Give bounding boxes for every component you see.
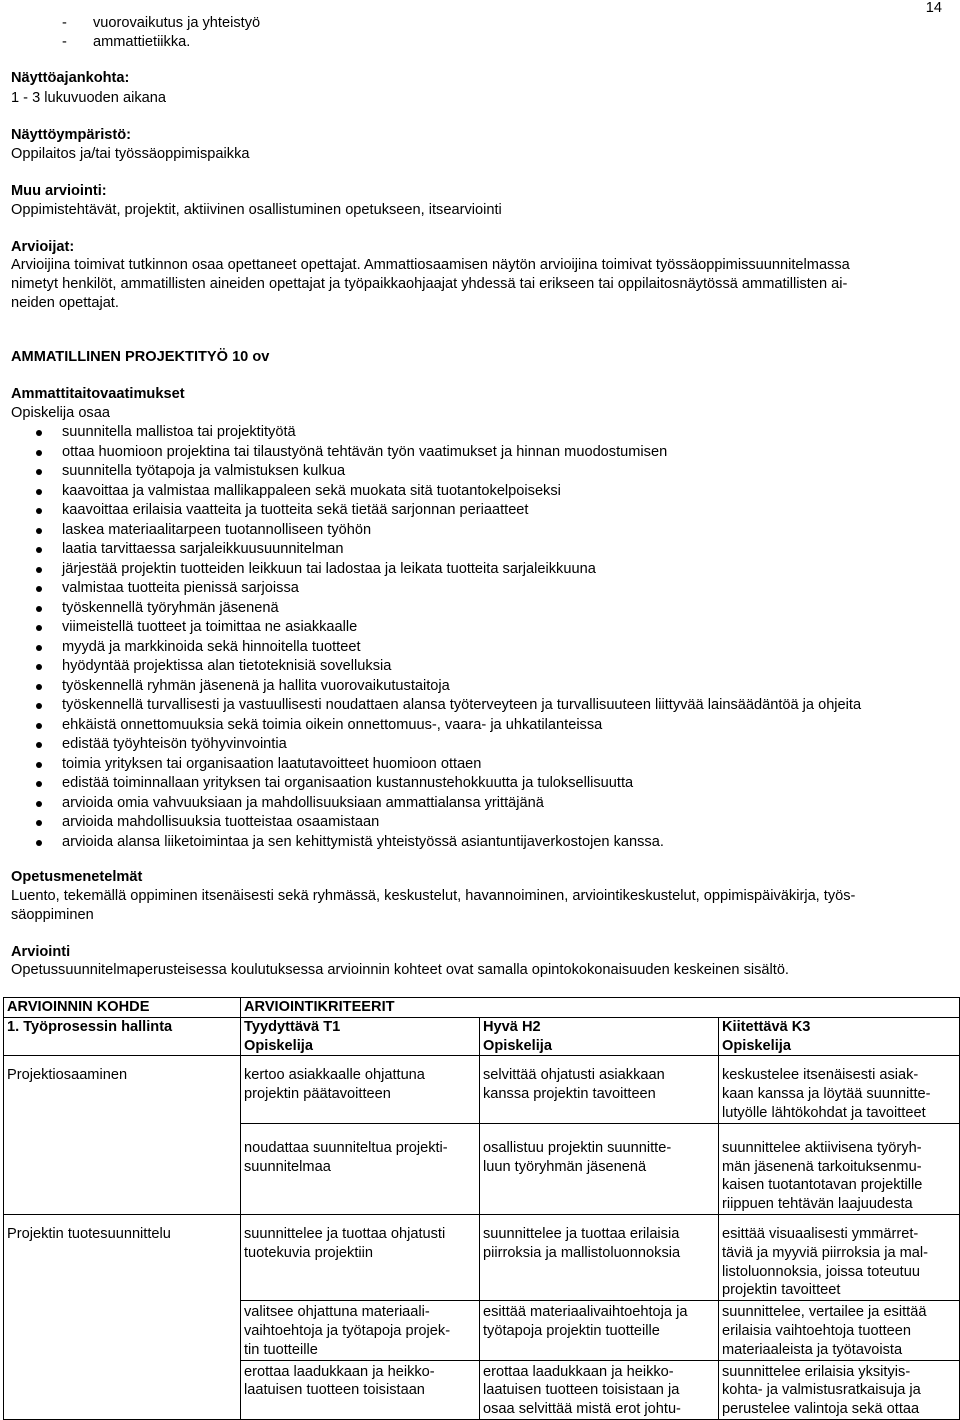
section-text: Oppilaitos ja/tai työssäoppimispaikka — [11, 146, 250, 162]
list-item: kaavoittaa ja valmistaa mallikappaleen sekä muokata sitä tuotantokelpoiseksi — [0, 482, 861, 502]
table-cell: erottaa laadukkaan ja heikko- laatuisen tuotteen toisistaan — [241, 1360, 480, 1419]
arvioijat-line: nimetyt henkilöt, ammatillisten aineiden opettajat ja työpaikkaohjaajat yhdessä tai erikseen tai oppilaitosnäytössä ammatillisten ai- — [11, 276, 848, 292]
table-cell: kertoo asiakkaalle ohjattuna projektin päätavoitteen — [241, 1056, 480, 1123]
list-item: hyödyntää projektissa alan tietoteknisiä sovelluksia — [0, 657, 861, 677]
list-item: työskennellä työryhmän jäsenenä — [0, 599, 861, 619]
section-heading: Näyttöympäristö: — [11, 127, 132, 143]
table-target — [4, 1123, 241, 1214]
dash-list-item: - ammattietiikka. — [62, 34, 191, 50]
table-cell: esittää materiaalivaihtoehtoja ja työtapoja projektin tuotteille — [480, 1301, 719, 1360]
table-cell: valitsee ohjattuna materiaali- vaihtoehtoja ja työtapoja projek- tin tuotteille — [241, 1301, 480, 1360]
list-item: arvioida mahdollisuuksia tuotteistaa osaamistaan — [0, 813, 861, 833]
list-item: suunnitella työtapoja ja valmistuksen kulkua — [0, 462, 861, 482]
section-heading: Muu arviointi: — [11, 183, 107, 199]
section-text: Oppimistehtävät, projektit, aktiivinen osallistuminen opetukseen, itsearviointi — [11, 202, 502, 218]
grade-header: Tyydyttävä T1 Opiskelija — [241, 1017, 480, 1056]
table-cell: selvittää ohjatusti asiakkaan kanssa projektin tavoitteen — [480, 1056, 719, 1123]
page-number: 14 — [925, 0, 942, 16]
arvioijat-line: neiden opettajat. — [11, 295, 119, 311]
assessment-table — [3, 997, 960, 1420]
list-item: viimeistellä tuotteet ja toimittaa ne asiakkaalle — [0, 618, 861, 638]
table-target: Projektin tuotesuunnittelu — [4, 1214, 241, 1300]
table-cell: suunnittelee erilaisia yksityis- kohta- ja valmistusratkaisuja ja perustelee valintoja sekä ottaa — [719, 1360, 960, 1419]
table-cell: suunnittelee ja tuottaa ohjatusti tuotekuvia projektiin — [241, 1214, 480, 1300]
grade-header: Hyvä H2 Opiskelija — [480, 1017, 719, 1056]
table-header-target: ARVIOINNIN KOHDE — [4, 998, 241, 1018]
dash-list-item: - vuorovaikutus ja yhteistyö — [62, 15, 261, 31]
list-item: järjestää projektin tuotteiden leikkuun tai ladostaa ja leikata tuotteita sarjaleikkuuna — [0, 560, 861, 580]
list-item: arvioida alansa liiketoimintaa ja sen kehittymistä yhteistyössä asiantuntijaverkostojen kanssa. — [0, 833, 861, 853]
assessment-text: Opetussuunnitelmaperusteisessa koulutuksessa arvioinnin kohteet ovat samalla opintokokonaisuuden keskeinen sisältö. — [11, 962, 789, 978]
arvioijat-line: Arvioijina toimivat tutkinnon osaa opettaneet opettajat. Ammattiosaamisen näytön arvioijina toimivat työssäoppimissuunnitelmassa — [11, 257, 850, 273]
list-item: kaavoittaa erilaisia vaatteita ja tuotteita sekä tietää sarjonnan periaatteet — [0, 501, 861, 521]
list-item: arvioida omia vahvuuksiaan ja mahdollisuuksiaan ammattialansa yrittäjänä — [0, 794, 861, 814]
section-text: 1 - 3 lukuvuoden aikana — [11, 90, 166, 106]
methods-line: Luento, tekemällä oppiminen itsenäisesti sekä ryhmässä, keskustelut, havannoiminen, arviointikeskustelut, oppimispäiväkirja, työs- — [11, 888, 856, 904]
table-cell: erottaa laadukkaan ja heikko- laatuisen tuotteen toisistaan ja osaa selvittää mistä erot johtu- — [480, 1360, 719, 1419]
methods-heading: Opetusmenetelmät — [11, 869, 143, 885]
table-row — [4, 1017, 960, 1056]
module-title: AMMATILLINEN PROJEKTITYÖ 10 ov — [11, 349, 270, 365]
table-row — [4, 1123, 960, 1214]
table-row — [4, 1214, 960, 1300]
table-section: 1. Työprosessin hallinta — [4, 1017, 241, 1056]
requirements-intro: Opiskelija osaa — [11, 405, 110, 421]
table-header-row — [4, 998, 960, 1018]
list-item: laatia tarvittaessa sarjaleikkuusuunnitelman — [0, 540, 861, 560]
arvioijat-heading: Arvioijat: — [11, 239, 75, 255]
table-cell: suunnittelee, vertailee ja esittää erilaisia vaihtoehtoja tuotteen materiaaleista ja työtavoista — [719, 1301, 960, 1360]
list-item: työskennellä turvallisesti ja vastuullisesti noudattaen alansa työterveyteen ja turvallisuuteen liittyvää lainsäädäntöä ja ohjeita — [0, 696, 861, 716]
table-cell: noudattaa suunniteltua projekti- suunnitelmaa — [241, 1123, 480, 1214]
table-cell: suunnittelee aktiivisena työryh- män jäsenenä tarkoituksenmu- kaisen tuotantotavan projektille riippuen tehtävän laajuudesta — [719, 1123, 960, 1214]
list-item: edistää työyhteisön työhyvinvointia — [0, 735, 861, 755]
table-row — [4, 1056, 960, 1123]
table-target: Projektiosaaminen — [4, 1056, 241, 1123]
table-target — [4, 1360, 241, 1419]
grade-header: Kiitettävä K3 Opiskelija — [719, 1017, 960, 1056]
list-item: ehkäistä onnettomuuksia sekä toimia oikein onnettomuus-, vaara- ja uhkatilanteissa — [0, 716, 861, 736]
table-cell: osallistuu projektin suunnitte- luun työryhmän jäsenenä — [480, 1123, 719, 1214]
section-heading: Näyttöajankohta: — [11, 70, 130, 86]
table-cell: esittää visuaalisesti ymmärret- täviä ja myyviä piirroksia ja mal- listoluonnoksia, joissa toteutuu projektin tavoitteet — [719, 1214, 960, 1300]
list-item: laskea materiaalitarpeen tuotannolliseen työhön — [0, 521, 861, 541]
list-item: ottaa huomioon projektina tai tilaustyönä tehtävän työn vaatimukset ja hinnan muodostumisen — [0, 443, 861, 463]
assessment-heading: Arviointi — [11, 944, 71, 960]
table-cell: keskustelee itsenäisesti asiak- kaan kanssa ja löytää suunnitte- lutyölle lähtökohdat ja tavoitteet — [719, 1056, 960, 1123]
list-item: valmistaa tuotteita pienissä sarjoissa — [0, 579, 861, 599]
table-row — [4, 1360, 960, 1419]
table-row — [4, 1301, 960, 1360]
requirements-list — [0, 423, 861, 852]
list-item: toimia yrityksen tai organisaation laatutavoitteet huomioon ottaen — [0, 755, 861, 775]
requirements-heading: Ammattitaitovaatimukset — [11, 386, 185, 402]
table-target — [4, 1301, 241, 1360]
table-header-criteria: ARVIOINTIKRITEERIT — [241, 998, 960, 1018]
methods-line: säoppiminen — [11, 907, 94, 923]
list-item: työskennellä ryhmän jäsenenä ja hallita vuorovaikutustaitoja — [0, 677, 861, 697]
table-cell: suunnittelee ja tuottaa erilaisia piirroksia ja mallistoluonnoksia — [480, 1214, 719, 1300]
list-item: suunnitella mallistoa tai projektityötä — [0, 423, 861, 443]
list-item: myydä ja markkinoida sekä hinnoitella tuotteet — [0, 638, 861, 658]
list-item: edistää toiminnallaan yrityksen tai organisaation kustannustehokkuutta ja tuloksellisuutta — [0, 774, 861, 794]
